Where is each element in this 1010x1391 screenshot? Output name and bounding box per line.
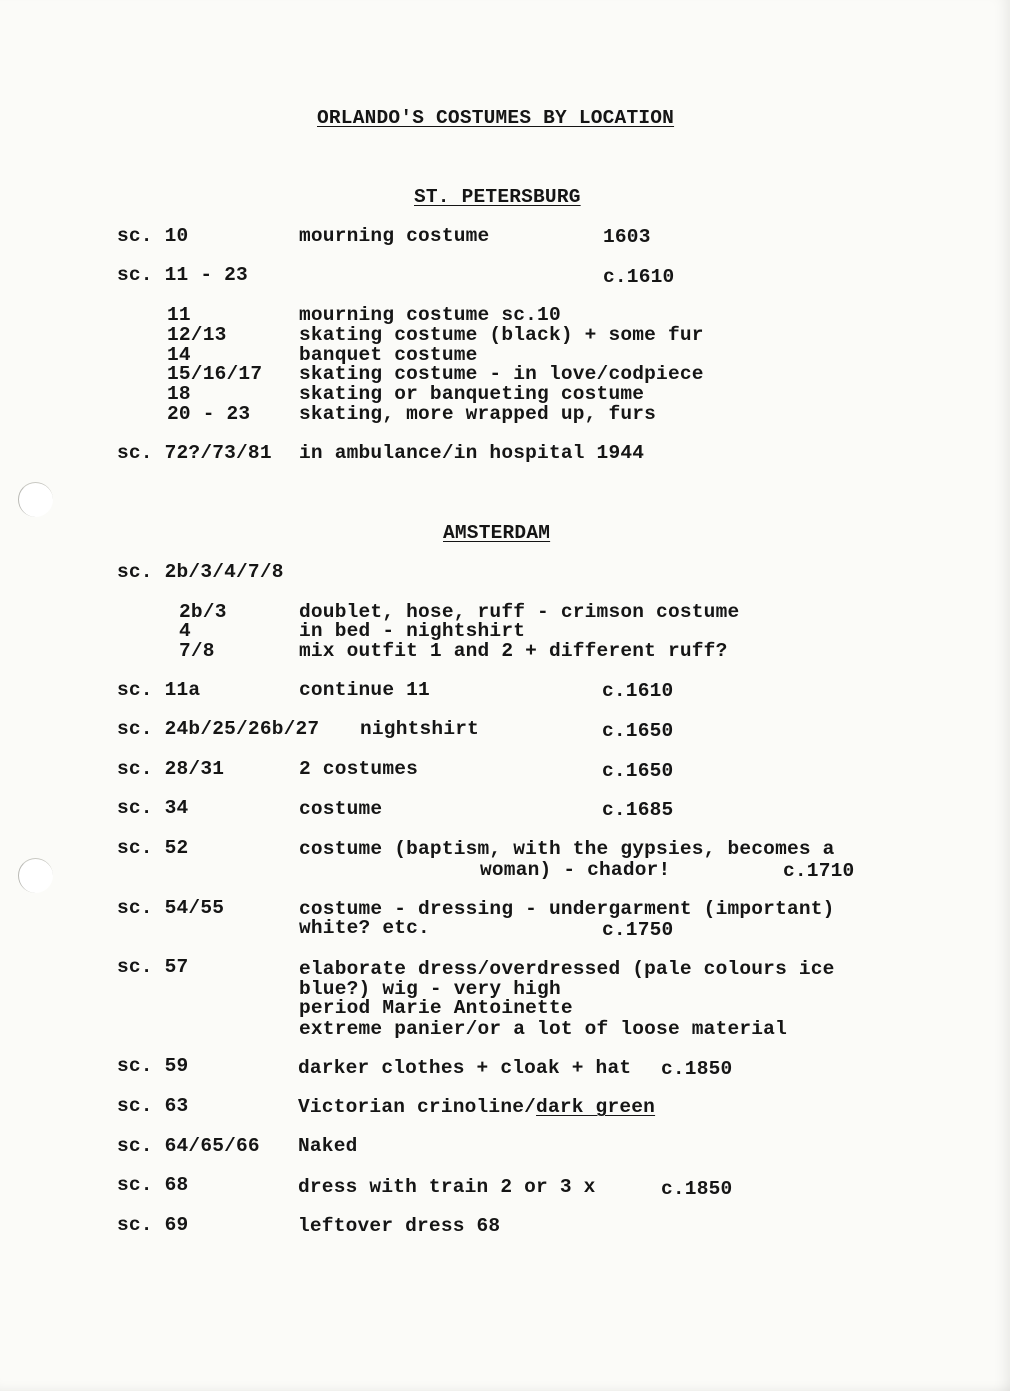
period-date: c.1610 [602,680,674,702]
sub-scene-description: skating, more wrapped up, furs [299,403,657,425]
costume-description: costume [299,798,383,820]
sub-scene-description: banquet costume [299,344,478,366]
period-date: c.1650 [602,760,674,782]
costume-description: costume - dressing - undergarment (important) [299,898,835,920]
costume-description: Naked [298,1135,358,1157]
costume-description: blue?) wig - very high [299,978,561,1000]
sub-scene-description: mix outfit 1 and 2 + different ruff? [299,640,728,662]
scene-number: sc. 63 [117,1095,189,1117]
period-date: c.1850 [661,1058,733,1080]
sub-scene-number: 15/16/17 [167,363,263,385]
costume-description: extreme panier/or a lot of loose material [299,1018,787,1040]
scene-number: sc. 34 [117,797,189,819]
period-date: c.1710 [783,860,855,882]
scene-number: sc. 69 [117,1214,189,1236]
scene-number: sc. 11 - 23 [117,264,248,286]
sub-scene-number: 4 [179,620,191,642]
sub-scene-number: 7/8 [179,640,215,662]
sub-scene-number: 14 [167,344,191,366]
scene-number: sc. 68 [117,1174,189,1196]
costume-description: dress with train 2 or 3 x [298,1176,596,1198]
sub-scene-number: 18 [167,383,191,405]
sub-scene-number: 12/13 [167,324,227,346]
costume-description: period Marie Antoinette [299,997,573,1019]
period-date: c.1650 [602,720,674,742]
costume-description: elaborate dress/overdressed (pale colours ice [299,958,835,980]
sub-scene-description: in bed - nightshirt [299,620,526,642]
scene-number: sc. 54/55 [117,897,225,919]
sub-scene-description: doublet, hose, ruff - crimson costume [299,601,740,623]
costume-description: 2 costumes [299,758,419,780]
scene-number: sc. 64/65/66 [117,1135,260,1157]
costume-description: in ambulance/in hospital 1944 [299,442,645,464]
sub-scene-number: 2b/3 [179,601,227,623]
sub-scene-description: skating costume - in love/codpiece [299,363,704,385]
scene-number: sc. 72?/73/81 [117,442,272,464]
section-heading-st-petersburg: ST. PETERSBURG [414,186,581,208]
costume-description: mourning costume [299,225,490,247]
period-date: c.1610 [603,266,675,288]
costume-description [298,1097,655,1117]
period-date: c.1685 [602,799,674,821]
scene-number: sc. 52 [117,837,189,859]
sub-scene-number: 20 - 23 [167,403,251,425]
period-date: c.1850 [661,1178,733,1200]
costume-text: Victorian crinoline/ [298,1096,537,1118]
scene-number: sc. 11a [117,679,201,701]
sub-scene-description: skating costume (black) + some fur [299,324,704,346]
scene-number: sc. 24b/25/26b/27 [117,718,320,740]
costume-description: leftover dress 68 [298,1215,501,1237]
scene-number: sc. 57 [117,956,189,978]
period-date: 1603 [603,226,651,248]
sub-scene-description: mourning costume sc.10 [299,304,561,326]
underlined-colour-note: dark green [536,1096,656,1118]
section-heading-amsterdam: AMSTERDAM [443,522,551,544]
costume-description: darker clothes + cloak + hat [298,1057,632,1079]
scene-number: sc. 2b/3/4/7/8 [117,561,284,583]
punch-hole [18,858,53,893]
sub-scene-description: skating or banqueting costume [299,383,645,405]
scene-number: sc. 28/31 [117,758,225,780]
costume-description: woman) - chador! [480,859,671,881]
period-date: c.1750 [602,919,674,941]
costume-description: white? etc. [299,917,430,939]
costume-description: costume (baptism, with the gypsies, becomes a [299,838,835,860]
costume-description: continue 11 [299,679,430,701]
punch-hole [18,482,53,517]
scene-number: sc. 10 [117,225,189,247]
page-title: ORLANDO'S COSTUMES BY LOCATION [317,107,675,129]
sub-scene-number: 11 [167,304,191,326]
costume-description: nightshirt [360,718,480,740]
scene-number: sc. 59 [117,1055,189,1077]
